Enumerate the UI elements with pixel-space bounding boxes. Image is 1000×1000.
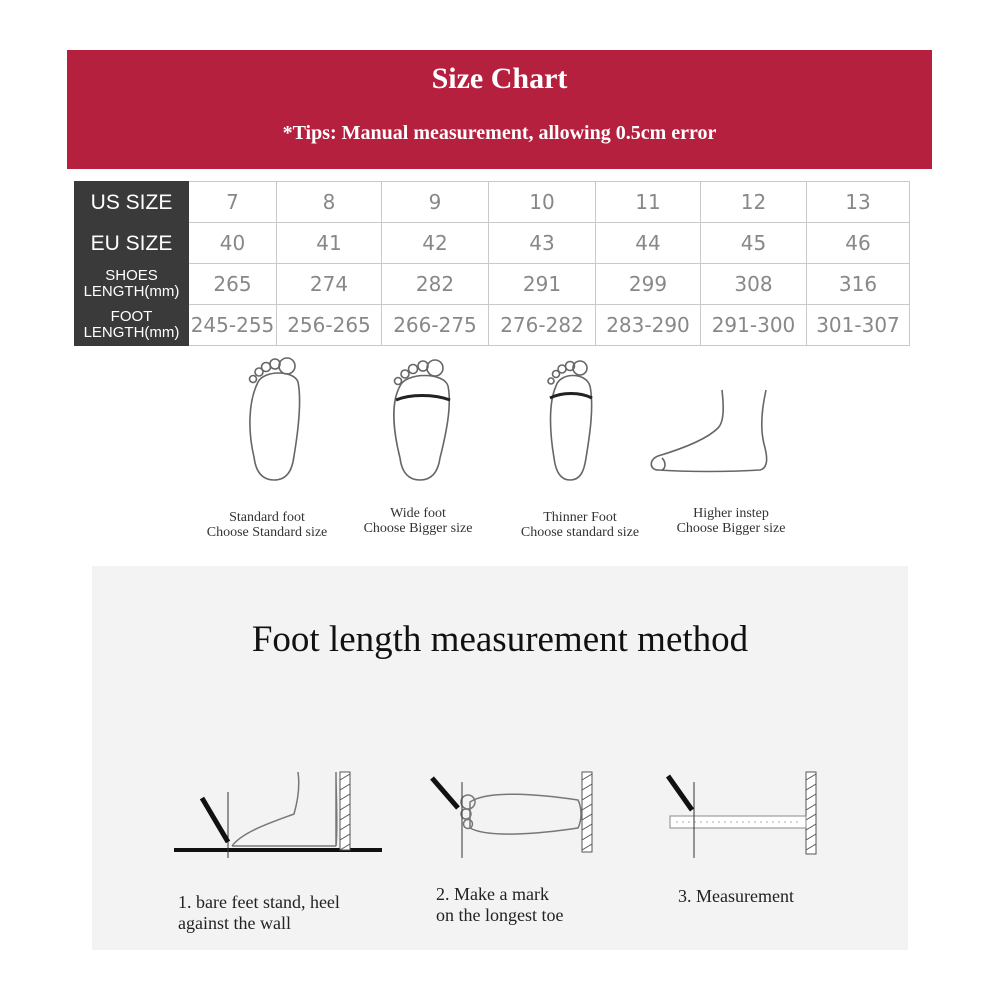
table-cell: 7 — [189, 182, 277, 223]
row-label-us-size: US SIZE — [75, 182, 189, 223]
table-cell: 10 — [489, 182, 596, 223]
standard-foot-icon — [240, 352, 310, 484]
table-cell: 43 — [489, 223, 596, 264]
size-chart-banner — [67, 50, 932, 169]
row-label-line: FOOT — [110, 308, 153, 326]
table-cell: 13 — [807, 182, 910, 223]
row-label-line: LENGTH(mm) — [83, 324, 180, 341]
table-row-eu-size — [75, 223, 910, 264]
table-cell: 46 — [807, 223, 910, 264]
table-cell: 299 — [596, 264, 701, 305]
thinner-foot-icon — [540, 354, 602, 484]
table-cell: 265 — [189, 264, 277, 305]
row-label-foot-length — [75, 305, 189, 346]
step1-stand-heel-icon — [172, 766, 384, 858]
table-cell: 316 — [807, 264, 910, 305]
row-label-line: LENGTH(mm) — [83, 283, 180, 300]
row-label-eu-size: EU SIZE — [75, 223, 189, 264]
step-caption-line: against the wall — [178, 913, 291, 933]
page-title: Size Chart — [431, 62, 568, 95]
table-cell: 41 — [277, 223, 382, 264]
foot-caption-line: Choose standard size — [520, 525, 640, 540]
table-cell: 245-255 — [189, 305, 277, 346]
step2-caption — [436, 884, 563, 926]
foot-caption-line: Choose Standard size — [206, 525, 328, 540]
table-cell: 44 — [596, 223, 701, 264]
step-caption-line: 3. Measurement — [678, 886, 794, 906]
foot-caption-standard — [182, 510, 352, 540]
foot-caption-line: Wide foot — [390, 506, 446, 521]
table-row-shoes-length — [75, 264, 910, 305]
table-cell: 291 — [489, 264, 596, 305]
table-cell: 283-290 — [596, 305, 701, 346]
wide-foot-icon — [386, 354, 458, 484]
table-cell: 9 — [382, 182, 489, 223]
step-caption-line: 1. bare feet stand, heel — [178, 892, 340, 912]
foot-caption-thinner — [495, 510, 665, 540]
step-caption-line: 2. Make a mark — [436, 884, 549, 904]
table-row-foot-length — [75, 305, 910, 346]
step-caption-line: on the longest toe — [436, 905, 564, 925]
table-cell: 40 — [189, 223, 277, 264]
table-cell: 274 — [277, 264, 382, 305]
table-cell: 256-265 — [277, 305, 382, 346]
foot-caption-higher-instep — [646, 506, 816, 536]
measurement-title: Foot length measurement method — [251, 619, 749, 660]
size-table — [74, 181, 910, 346]
table-cell: 276-282 — [489, 305, 596, 346]
table-cell: 11 — [596, 182, 701, 223]
table-cell: 12 — [701, 182, 807, 223]
table-cell: 45 — [701, 223, 807, 264]
step2-mark-toe-icon — [428, 772, 606, 858]
table-cell: 308 — [701, 264, 807, 305]
tips-text: *Tips: Manual measurement, allowing 0.5cm error — [282, 122, 717, 144]
measurement-panel — [92, 566, 908, 950]
step3-caption — [678, 886, 794, 907]
row-label-line: SHOES — [105, 267, 158, 285]
foot-caption-line: Thinner Foot — [543, 510, 617, 525]
table-row-us-size — [75, 182, 910, 223]
table-cell: 282 — [382, 264, 489, 305]
foot-caption-wide — [333, 506, 503, 536]
table-cell: 266-275 — [382, 305, 489, 346]
table-cell: 8 — [277, 182, 382, 223]
foot-caption-line: Choose Bigger size — [676, 521, 786, 536]
step1-caption — [178, 892, 340, 934]
foot-caption-line: Choose Bigger size — [363, 521, 473, 536]
foot-caption-line: Higher instep — [693, 506, 769, 521]
table-cell: 291-300 — [701, 305, 807, 346]
table-cell: 301-307 — [807, 305, 910, 346]
step3-measure-ruler-icon — [666, 772, 826, 858]
table-cell: 42 — [382, 223, 489, 264]
row-label-shoes-length — [75, 264, 189, 305]
higher-instep-icon — [648, 388, 772, 476]
foot-caption-line: Standard foot — [229, 510, 305, 525]
